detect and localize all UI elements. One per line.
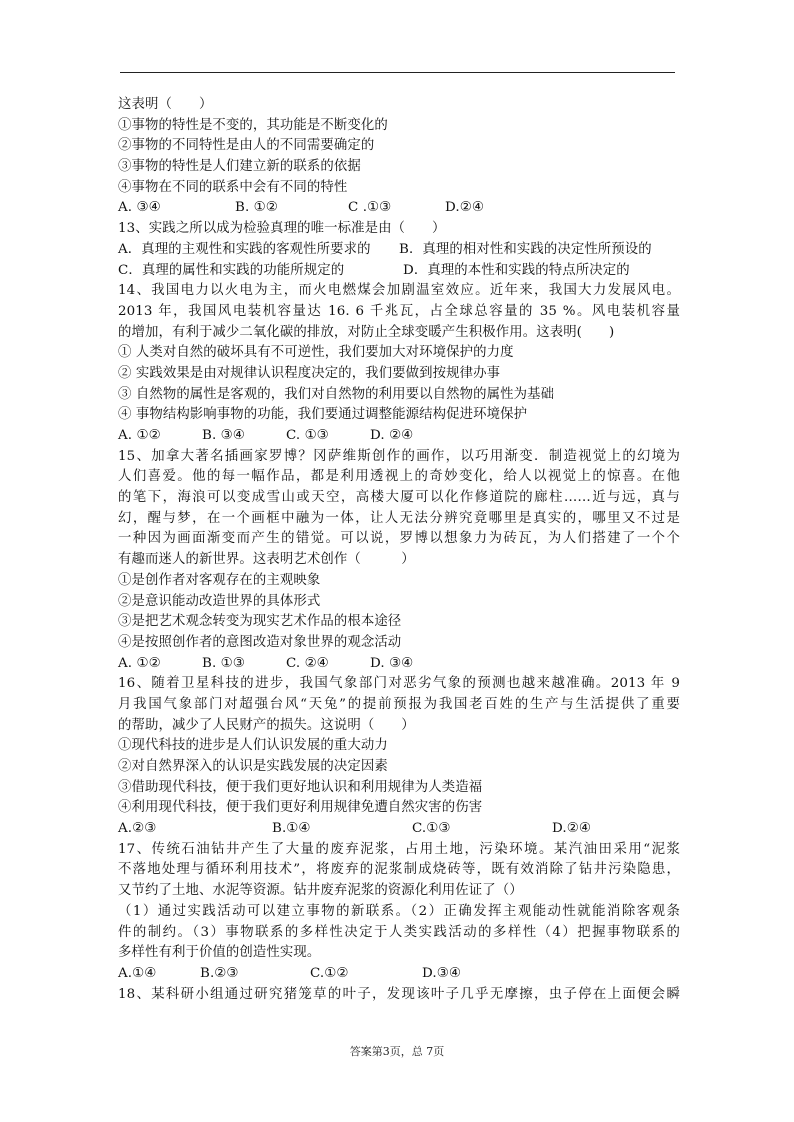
choice-d: D.②④ bbox=[445, 200, 484, 216]
option-line: ③是把艺术观念转变为现实艺术作品的根本途径 bbox=[118, 614, 402, 630]
choice-d: D.③④ bbox=[422, 965, 461, 981]
choice-c: C.①③ bbox=[412, 821, 451, 837]
option-line: ① 人类对自然的破坏具有不可逆性，我们要加大对环境保护的力度 bbox=[118, 345, 514, 361]
option-line: ①事物的特性是不变的，其功能是不断变化的 bbox=[118, 117, 388, 133]
header-rule bbox=[120, 72, 675, 73]
option-line: ②事物的不同特性是由人的不同需要确定的 bbox=[118, 138, 375, 154]
text-line: 月我国气象部门对超强台风“天兔”的提前预报为我国老百姓的生产与生活提供了重要 bbox=[118, 696, 680, 712]
option-line: ③事物的特性是人们建立新的联系的依据 bbox=[118, 159, 361, 175]
option-line: ②对自然界深入的认识是实践发展的决定因素 bbox=[118, 759, 388, 774]
question-17: 17、传统石油钻井产生了大量的废弃泥浆，占用土地，污染环境。某汽油田采用“泥浆 bbox=[118, 841, 680, 857]
choice-a: A. ①② bbox=[118, 655, 161, 671]
question-15: 15、加拿大著名插画家罗博？冈萨维斯创作的画作，以巧用渐变．制造视觉上的幻境为 bbox=[118, 448, 680, 464]
choice-a: A.②③ bbox=[118, 821, 157, 837]
choice-c: C. ①③ bbox=[286, 428, 329, 443]
answer-choices bbox=[118, 819, 680, 840]
text-line: 不落地处理与循环利用技术”，将废弃的泥浆制成烧砖等，既有效消除了钻井污染隐患， bbox=[118, 862, 680, 878]
answer-choices bbox=[118, 426, 680, 447]
option-line: ④是按照创作者的意图改造对象世界的观念活动 bbox=[118, 634, 402, 650]
choice-b: B. ①② bbox=[235, 200, 278, 216]
option-line: ②是意识能动改造世界的具体形式 bbox=[118, 593, 321, 609]
text-line: 的帮助，减少了人民财产的损失。这说明（ ） bbox=[118, 717, 415, 733]
question-16: 16、随着卫星科技的进步，我国气象部门对恶劣气象的预测也越来越准确。2013 年 9 bbox=[118, 676, 680, 692]
statement-line: （1）通过实践活动可以建立事物的新联系。（2）正确发挥主观能动性就能消除客观条 bbox=[118, 903, 680, 919]
choice-b: B．真理的相对性和实践的决定性所预设的 bbox=[399, 241, 652, 257]
choice-a: A．真理的主观性和实践的客观性所要求的 bbox=[118, 241, 371, 257]
option-line: ①现代科技的进步是人们认识发展的重大动力 bbox=[118, 738, 388, 754]
text-line: 的增加，有利于减少二氧化碳的排放，对防止全球变暖产生积极作用。这表明( ) bbox=[118, 324, 615, 340]
option-line: ③ 自然物的属性是客观的，我们对自然物的利用要以自然物的属性为基础 bbox=[118, 386, 555, 402]
statement-line: 多样性有利于价值的创造性实现。 bbox=[118, 945, 321, 961]
choice-a: A.①④ bbox=[118, 965, 157, 981]
choice-a: A. ①② bbox=[118, 428, 161, 443]
text-line: 2013 年，我国风电装机容量达 16. 6 千兆瓦，占全球总容量的 35 %。风电装机容量 bbox=[118, 303, 680, 319]
text-line: 又节约了土地、水泥等资源。钻井废弃泥浆的资源化利用佐证了（） bbox=[118, 883, 523, 899]
choice-b: B. ①③ bbox=[202, 655, 245, 671]
answer-choices bbox=[118, 654, 680, 675]
choice-b: B.②③ bbox=[200, 965, 239, 981]
choice-b: B.①④ bbox=[272, 821, 311, 837]
choice-c: C.①② bbox=[310, 965, 349, 981]
choice-c: C．真理的属性和实践的功能所规定的 bbox=[118, 262, 345, 278]
question-14: 14、我国电力以火电为主，而火电燃煤会加剧温室效应。近年来，我国大力发展风电。 bbox=[118, 283, 680, 299]
text-line: 的笔下，海浪可以变成雪山或天空，高楼大厦可以化作修道院的廊柱……近与远，真与 bbox=[118, 490, 680, 506]
text-line: 一种因为画面渐变而产生的错觉。可以说，罗博以想象力为砖瓦，为人们搭建了一个个 bbox=[118, 531, 680, 547]
choice-d: D.②④ bbox=[552, 821, 591, 837]
answer-choices bbox=[118, 964, 680, 985]
statement-line: 件的制约。（3）事物联系的多样性决定于人类实践活动的多样性（4）把握事物联系的 bbox=[118, 924, 680, 940]
choice-d: D. ③④ bbox=[370, 655, 414, 671]
choice-d: D. ②④ bbox=[370, 428, 414, 443]
page-content bbox=[118, 95, 680, 1005]
page-footer: 答案第3页，总 7页 bbox=[349, 1045, 445, 1058]
question-18: 18、某科研小组通过研究猪笼草的叶子，发现该叶子几乎无摩擦，虫子停在上面便会瞬 bbox=[118, 986, 680, 1002]
text-line: 有趣而迷人的新世界。这表明艺术创作（ ） bbox=[118, 552, 415, 568]
answer-choices bbox=[118, 240, 680, 261]
question-13: 13、实践之所以成为检验真理的唯一标准是由（ ） bbox=[118, 221, 446, 237]
choice-b: B. ③④ bbox=[202, 428, 245, 443]
option-line: ③借助现代科技，便于我们更好地认识和利用规律为人类造福 bbox=[118, 779, 483, 795]
choice-a: A. ③④ bbox=[118, 200, 161, 216]
option-line: ④利用现代科技，便于我们更好利用规律免遭自然灾害的伤害 bbox=[118, 800, 483, 816]
text-line: 幻，醒与梦，在一个画框中融为一体，让人无法分辨究竟哪里是真实的，哪里又不过是 bbox=[118, 510, 680, 526]
choice-c: C .①③ bbox=[348, 200, 392, 216]
answer-choices bbox=[118, 198, 680, 219]
option-line: ② 实践效果是由对规律认识程度决定的，我们要做到按规律办事 bbox=[118, 365, 501, 381]
choice-d: D．真理的本性和实践的特点所决定的 bbox=[403, 262, 630, 278]
option-line: ①是创作者对客观存在的主观映象 bbox=[118, 572, 321, 588]
option-line: ④事物在不同的联系中会有不同的特性 bbox=[118, 179, 348, 195]
choice-c: C. ②④ bbox=[286, 655, 329, 671]
option-line: ④ 事物结构影响事物的功能，我们要通过调整能源结构促进环境保护 bbox=[118, 407, 528, 423]
text-line: 这表明（ ） bbox=[118, 97, 213, 112]
answer-choices bbox=[118, 261, 680, 282]
text-line: 人们喜爱。他的每一幅作品，都是利用透视上的奇妙变化，给人以视觉上的惊喜。在他 bbox=[118, 469, 680, 485]
